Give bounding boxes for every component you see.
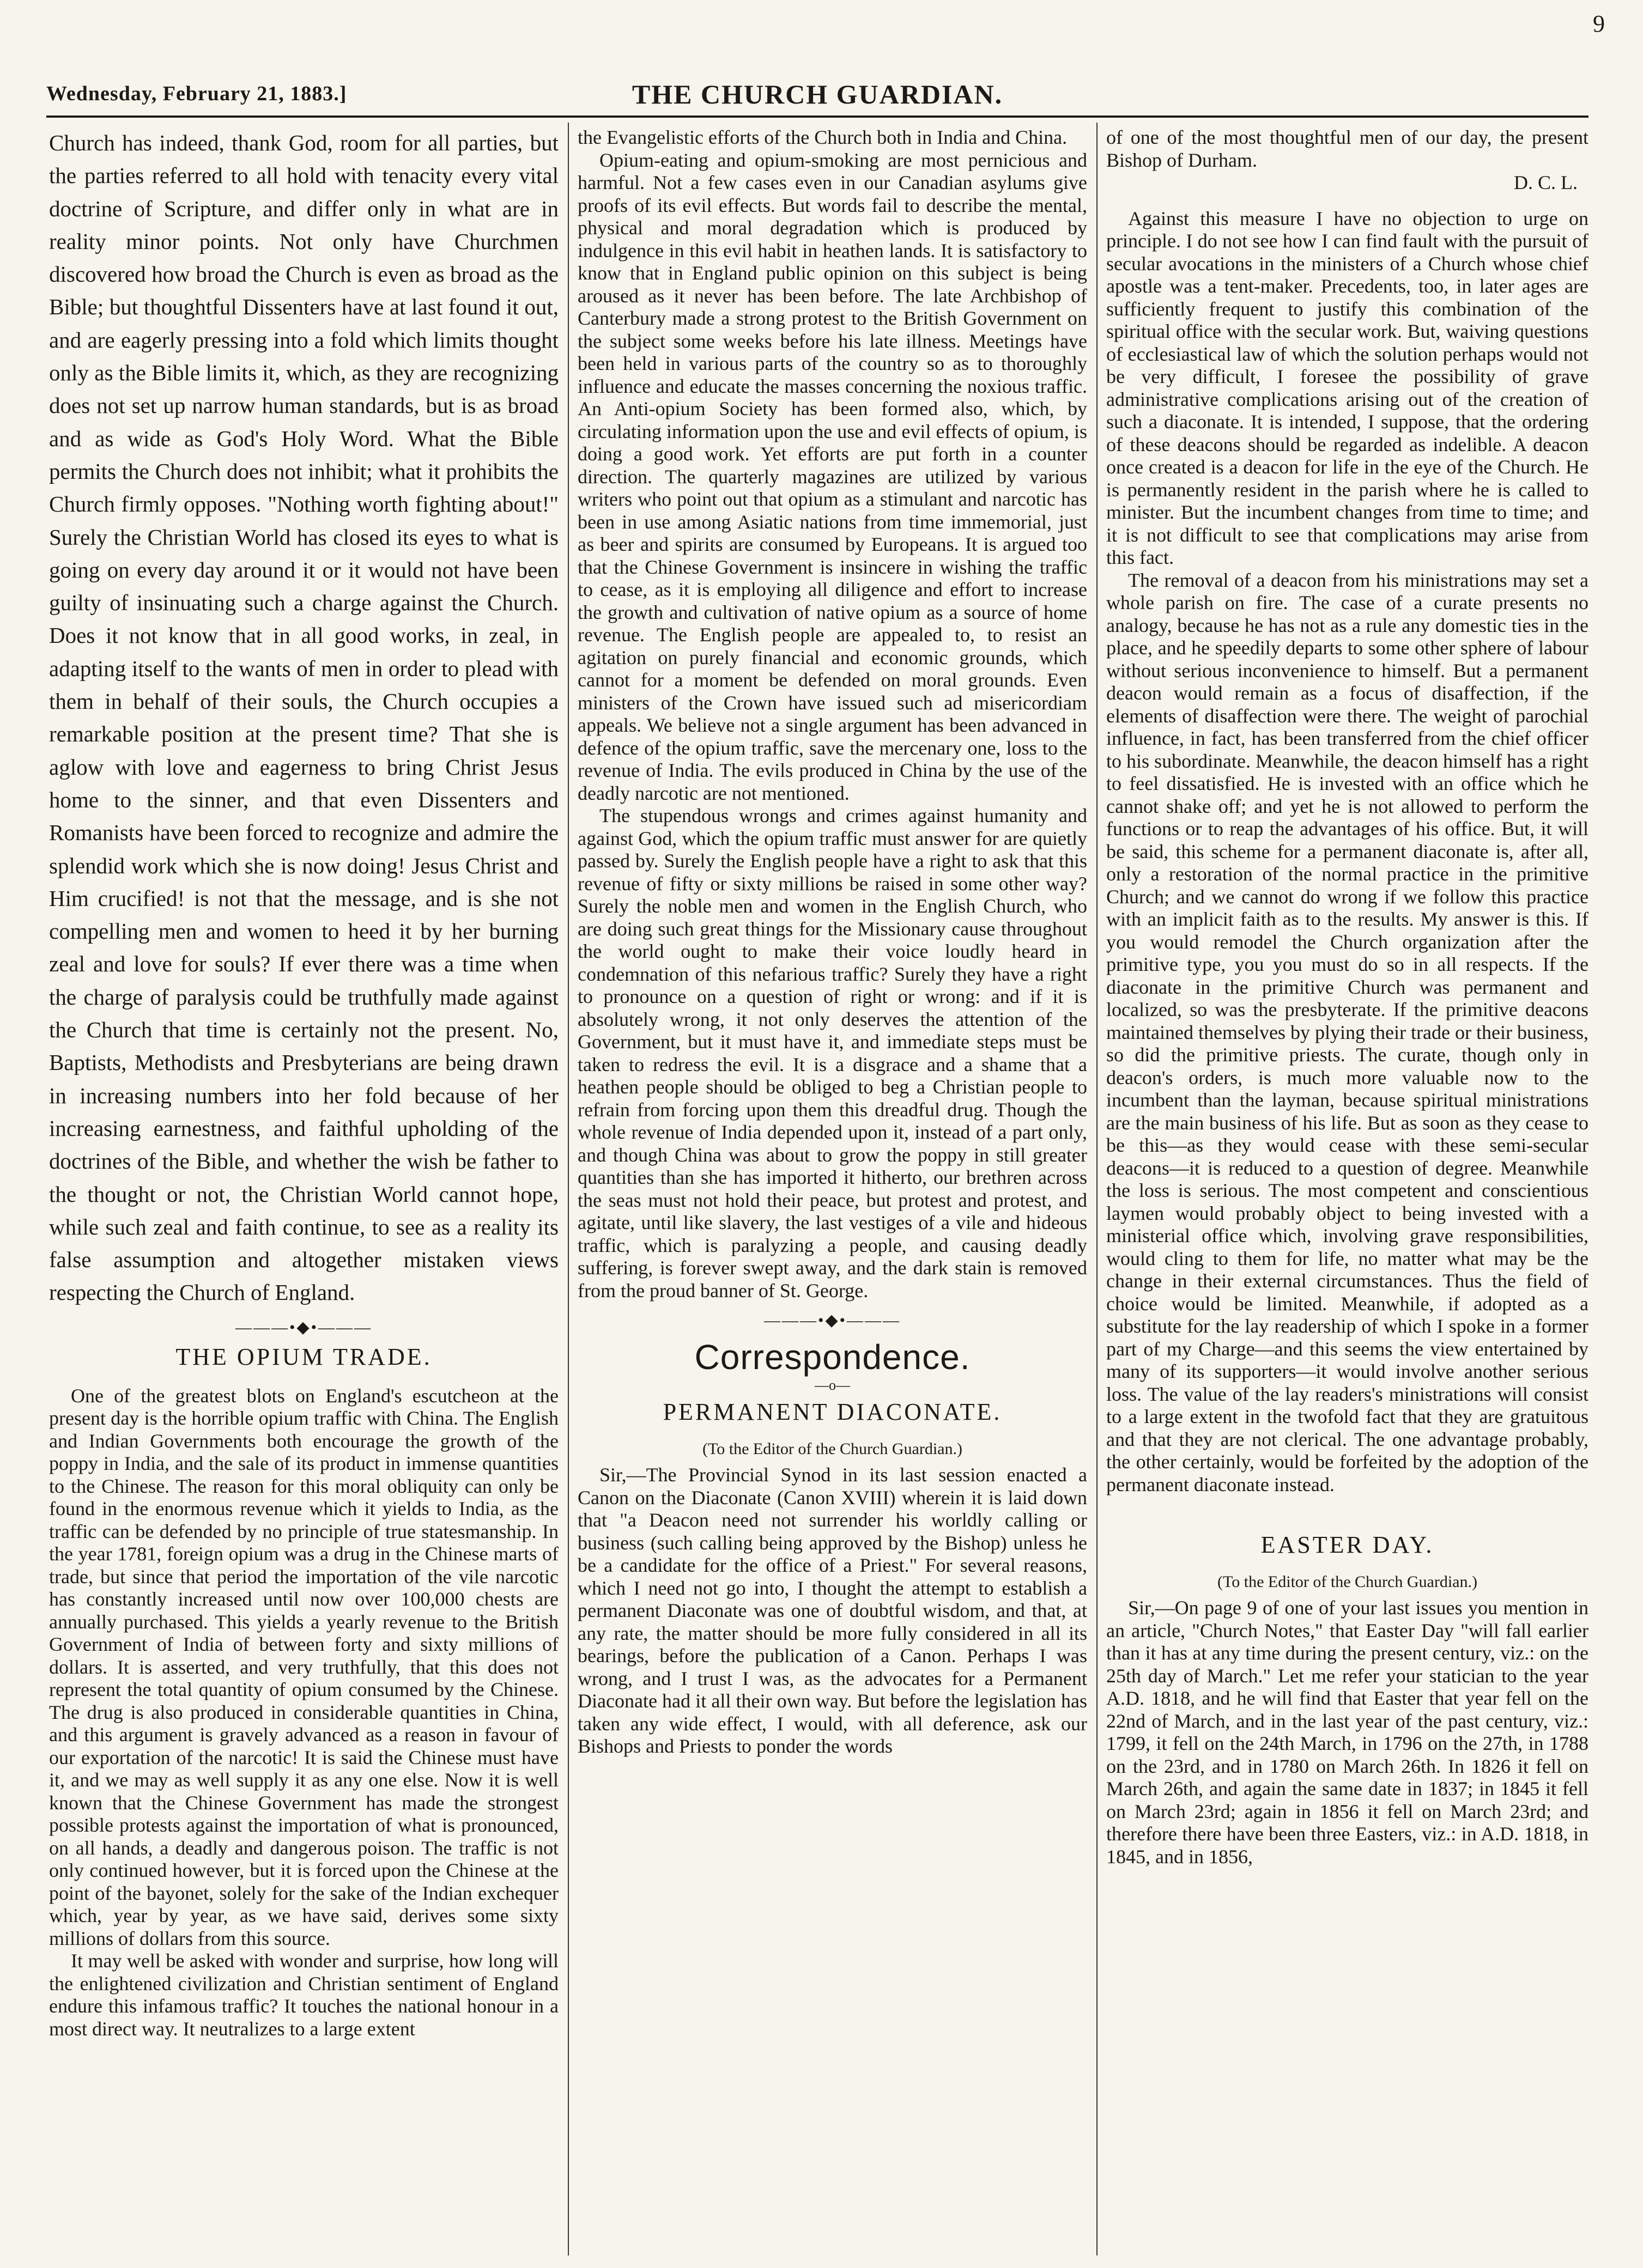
diaconate-heading: PERMANENT DIACONATE. — [663, 1399, 1002, 1425]
opium-paragraph: Opium-eating and opium-smoking are most pernicious and harmful. Not a few cases even in our Canadian asylums give proofs of its evil effects. But words fail to describe the mental, physical and moral degradation which is produced by indulgence in this evil habit in heathen lands. It is satisfactory to know that in England public opinion on this subject is being aroused as it never has been before. The late Archbishop of Canterbury made a strong protest to the British Government on the subject some weeks before his late illness. Meetings have been held in various parts of the country so as to thoroughly influence and educate the masses concerning the noxious traffic. An Anti-opium Society has been formed also, which, by circulating information upon the use and evil effects of opium, is doing a good work. Yet efforts are put forth in a counter direction. The quarterly magazines are utilized by various writers who point out that opium as a stimulant and narcotic has been in use among Asiatic nations from time immemorial, just as beer and spirits are consumed by Europeans. It is argued too that the Chinese Government is insincere in wishing the traffic to cease, as it is employing all diligence and effort to increase the growth and cultivation of native opium as a source of home revenue. The English people are appealed to, to resist an agitation on purely financial and economic grounds, which cannot for a moment be defended on moral grounds. Even ministers of the Crown have issued such ad misericordiam appeals. We believe not a single argument has been advanced in defence of the opium traffic, save the mercenary one, loss to the revenue of India. The evils produced in China by the use of the deadly narcotic are not mentioned. — [578, 149, 1087, 804]
header-rule — [46, 115, 1589, 118]
column-divider — [568, 123, 569, 2255]
article-continuation: Church has indeed, thank God, room for all parties, but the parties referred to all hold with tenacity every vital doctrine of Scripture, and differ only in what are in reality minor points. Not only have Churchmen discovered how broad the Church is even as broad as the Bible; but thoughtful Dissenters have at last found it out, and are eagerly pressing into a fold which limits thought only as the Bible limits it, which, as they are recognizing does not set up narrow human standards, but is as broad and as wide as God's Holy Word. What the Bible permits the Church does not inhibit; what it prohibits the Church firmly opposes. "Nothing worth fighting about!" Surely the Christian World has closed its eyes to what is going on every day around it or it would not have been guilty of insinuating such a charge against the Church. Does it not know that in all good works, in zeal, in adapting itself to the wants of men in order to plead with them in behalf of their souls, the Church occupies a remarkable position at the present time? That she is aglow with love and eagerness to bring Christ Jesus home to the sinner, and that even Dissenters and Romanists have been forced to recognize and admire the splendid work which she is now doing! Jesus Christ and Him crucified! is not that the message, and is she not compelling men and women to heed it by her burning zeal and love for souls? If ever there was a time when the charge of paralysis could be truthfully made against the Church that time is certainly not the present. No, Baptists, Methodists and Presbyterians are being drawn in increasing numbers into her fold because of her increasing earnestness, and faithful upholding of the doctrines of the Bible, and whether the wish be father to the thought or not, the Christian World cannot hope, while such zeal and faith continue, to see as a reality its false assumption and altogether mistaken views respecting the Church of England. — [49, 130, 559, 1305]
spacer — [1106, 1496, 1589, 1527]
header-date: Wednesday, February 21, 1883.] — [46, 82, 347, 105]
letter-signature: D. C. L. — [1514, 172, 1578, 193]
correspondence-heading: Correspondence. — [694, 1337, 971, 1377]
letter-paragraph: Sir,—The Provincial Synod in its last session enacted a Canon on the Diaconate (Canon XVIII) wherein it is laid down that "a Deacon need not surrender his worldly calling or business (such calling being approved by the Bishop) unless he be a candidate for the office of a Priest." For several reasons, which I need not go into, I thought the attempt to establish a permanent Diaconate was one of doubtful wisdom, and that, at any rate, the matter should be more fully considered in all its bearings, before the publication of a Canon. Perhaps I was wrong, and I trust I was, as the advocates for a Permanent Diaconate had it all their own way. But before the legislation has taken any wide effect, I would, with all deference, ask our Bishops and Priests to ponder the words — [578, 1464, 1087, 1757]
page-number: 9 — [1593, 10, 1605, 37]
quoted-paragraph: The removal of a deacon from his ministrations may set a whole parish on fire. The case of a curate presents no analogy, because he has not as a rule any domestic ties in the place, and he speedily departs to some other sphere of labour without serious inconvenience to himself. But a permanent deacon would remain as a focus of disaffection, if the elements of disaffection were there. The weight of parochial influence, in fact, has been transferred from the chief officer to his subordinate. Meanwhile, the deacon himself has a right to feel dissatisfied. He is invested with an office which he cannot shake off; and yet he is not allowed to perform the functions or to reap the advantages of his office. But, it will be said, this scheme for a permanent diaconate is, after all, only a restoration of the normal practice in the primitive Church; and we cannot do wrong if we follow this practice with an implicit faith as to the results. My answer is this. If you would remodel the Church organization after the primitive type, you you must do so in all respects. If the diaconate in the primitive Church was permanent and localized, so was the presbyterate. If the primitive deacons maintained themselves by plying their trade or their business, so did the primitive priests. The curate, though only in deacon's orders, is much more valuable now to the incumbent than the layman, because spiritual ministrations are the main business of his life. But as soon as they cease to be this—as they would cease with these semi-secular deacons—it is reduced to a question of degree. Meanwhile the loss is serious. The most competent and conscientious laymen would probably object to being invested with a ministerial office which, involving grave responsibilities, would cling to them for life, no matter what may be the change in their external circumstances. Thus the field of choice would be limited. Meanwhile, if adopted as a substitute for the lay readership of which I spoke in a former part of my Charge—and this seems the view entertained by many of its supporters—it would involve another serious loss. The value of the lay readers's ministrations will consist to a large extent in the twofold fact that they are gratuitous and that they are not clerical. The one advantage probably, the other certainly, would be forfeited by the adoption of the permanent diaconate instead. — [1106, 569, 1589, 1495]
editor-note: (To the Editor of the Church Guardian.) — [1217, 1573, 1477, 1591]
masthead-title: THE CHURCH GUARDIAN. — [632, 79, 1003, 110]
editor-note: (To the Editor of the Church Guardian.) — [702, 1440, 962, 1458]
divider-mark: —o— — [815, 1377, 850, 1393]
column-divider — [1096, 123, 1098, 2255]
opium-trade-heading: THE OPIUM TRADE. — [175, 1343, 432, 1370]
spacer — [1106, 194, 1589, 208]
opium-paragraph: It may well be asked with wonder and surprise, how long will the enlightened civilization and Christian sentiment of England endure this infamous traffic? It touches the national honour in a most direct way. It neutralizes to a large extent — [49, 1950, 559, 2040]
quoted-paragraph: Against this measure I have no objection to urge on principle. I do not see how I can find fault with the pursuit of secular avocations in the ministers of a Church whose chief apostle was a tent-maker. Precedents, too, in later ages are sufficiently frequent to justify this combination of the spiritual office with the secular work. But, waiving questions of ecclesiastical law of which the solution perhaps would not be very difficult, I foresee the possibility of grave administrative complications arising out of the creation of such a diaconate. It is intended, I suppose, that the ordering of these deacons should be regarded as indelible. A deacon once created is a deacon for life in the eye of the Church. He is permanently resident in the parish where he is called to minister. But the incumbent changes from time to time; and it is not difficult to see that complications may arise from this fact. — [1106, 207, 1589, 568]
easter-day-heading: EASTER DAY. — [1260, 1531, 1434, 1558]
section-ornament: ———•◆•——— — [763, 1311, 901, 1329]
column-1 — [49, 126, 559, 2251]
letter-paragraph: of one of the most thoughtful men of our day, the present Bishop of Durham. — [1106, 126, 1589, 171]
opium-paragraph: the Evangelistic efforts of the Church both in India and China. — [578, 126, 1068, 148]
letter-paragraph: Sir,—On page 9 of one of your last issues you mention in an article, "Church Notes," that Easter Day "will fall earlier than it has at any time during the present century, viz.: on the 25th day of March." Let me refer your statician to the year A.D. 1818, and he will find that Easter that year fell on the 22nd of March, and in the last year of the past century, viz.: 1799, it fell on the 24th March, in 1796 on the 27th, in 1788 on the 23rd, and in 1780 on March 26th. In 1826 it fell on March 26th, and again the same date in 1837; in 1845 it fell on March 23rd; again in 1856 it fell on March 23rd; and therefore there have been three Easters, viz.: in A.D. 1818, in 1845, and in 1856, — [1106, 1597, 1589, 1868]
column-2 — [578, 126, 1087, 2251]
running-header — [46, 79, 1589, 115]
opium-paragraph: One of the greatest blots on England's escutcheon at the present day is the horrible opium traffic with China. The English and Indian Governments both encourage the growth of the poppy in India, and the sale of its product in immense quantities to the Chinese. The reason for this moral obliquity can only be found in the enormous revenue which it yields to India, as the traffic can be defended by no principle of true statesmanship. In the year 1781, foreign opium was a drug in the Chinese marts of trade, but since that period the importation of the vile narcotic has constantly increased until now over 100,000 chests are annually purchased. This yields a yearly revenue to the British Government of India of between forty and sixty millions of dollars. It is asserted, and very truthfully, that this does not represent the total quantity of opium consumed by the Chinese. The drug is also produced in considerable quantities in China, and this argument is gravely advanced as a reason in favour of our exportation of the narcotic! It is said the Chinese must have it, and we may as well supply it as any one else. Now it is well known that the Chinese Government has made the strongest possible protests against the importation of what is pronounced, on all hands, a deadly and dangerous poison. The traffic is not only continued however, but it is forced upon the Chinese at the point of the bayonet, solely for the sake of the Indian exchequer which, year by year, as we have said, derives some sixty millions of dollars from this source. — [49, 1384, 559, 1949]
column-3 — [1106, 126, 1589, 2251]
section-ornament: ———•◆•——— — [235, 1318, 373, 1336]
opium-paragraph: The stupendous wrongs and crimes against humanity and against God, which the opium traffic must answer for are quietly passed by. Surely the English people have a right to ask that this revenue of fifty or sixty millions be raised in some other way? Surely the noble men and women in the English Church, who are doing such great things for the Missionary cause throughout the world ought to make their voice loudly heard in condemnation of this nefarious traffic? Surely they have a right to pronounce on a question of right or wrong: and if it is absolutely wrong, it not only deserves the attention of the Government, but it must have it, and immediate steps must be taken to redress the evil. It is a disgrace and a shame that a heathen people should be obliged to beg a Christian people to refrain from forcing upon them this dreadful drug. Though the whole revenue of India depended upon it, instead of a part only, and though China was about to grow the poppy in still greater quantities than she has imported it hitherto, our brethren across the seas must not hold their peace, but protest and protest, and agitate, until like slavery, the last vestiges of a vile and hideous traffic, which is paralyzing a people, and causing deadly suffering, is forever swept away, and the dark stain is removed from the proud banner of St. George. — [578, 805, 1087, 1302]
